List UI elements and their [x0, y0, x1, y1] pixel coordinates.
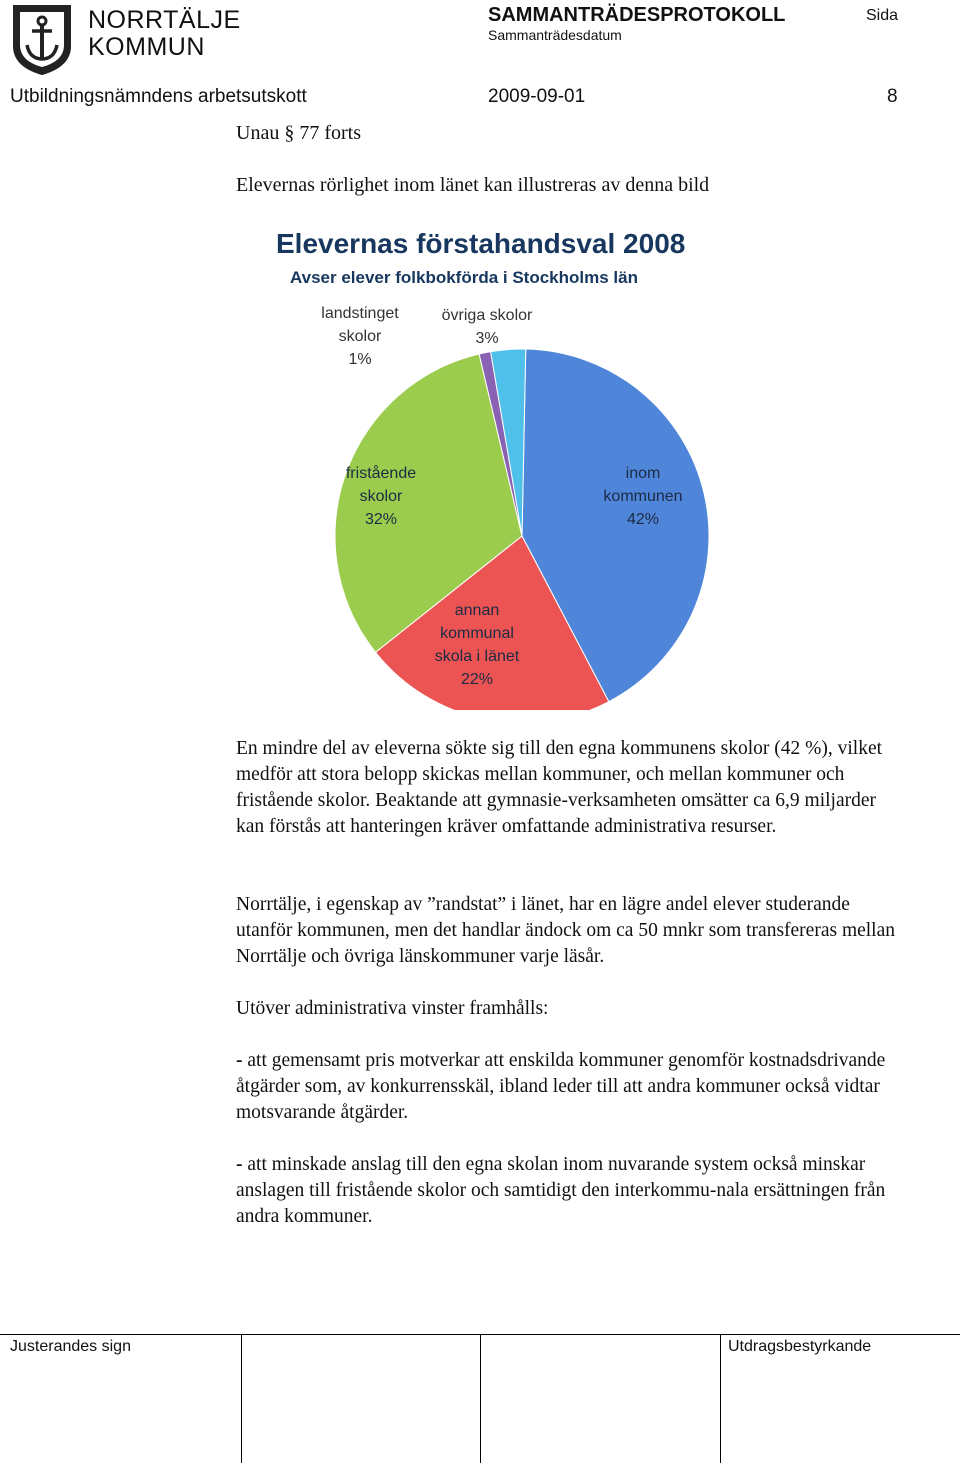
document-type: SAMMANTRÄDESPROTOKOLL [488, 4, 786, 26]
utdragsbestyrkande-label: Utdragsbestyrkande [728, 1338, 872, 1355]
paragraph-2: Norrtälje, i egenskap av ”randstat” i länet, har en lägre andel elever studerande utanför kommunen, men det handlar ändock om ca 50 mnkr som transfereras mellan Norrtälje och övriga länskommuner varje läsår. [236, 894, 896, 967]
section-heading: Unau § 77 forts [236, 122, 361, 144]
slice-percent-label: 22% [460, 671, 494, 688]
slice-name-label: skolor [359, 488, 403, 505]
meeting-date: 2009-09-01 [488, 86, 586, 107]
slice-name-label: landstinget [321, 305, 399, 322]
slice-name-label: inom [625, 465, 661, 482]
chart-subtitle: Avser elever folkbokförda i Stockholms län [290, 268, 638, 287]
bullet-paragraph-2 [236, 1152, 896, 1230]
page-label: Sida [866, 7, 899, 24]
slice-percent-label: 3% [475, 330, 499, 347]
slice-name-label: kommunen [603, 488, 683, 505]
intro-text: Elevernas rörlighet inom länet kan illustreras av denna bild [236, 174, 710, 196]
date-label: Sammanträdesdatum [488, 27, 622, 43]
slice-name-label: skola i länet [434, 648, 520, 665]
slice-name-label: fristående [345, 465, 417, 482]
bullet-dash: - [236, 1050, 243, 1071]
slice-label-landstinget-skolor [321, 305, 399, 368]
slice-percent-label: 42% [626, 511, 660, 528]
coat-of-arms-anchor-icon [10, 2, 74, 76]
chart-title: Elevernas förstahandsval 2008 [276, 228, 686, 259]
bullet-paragraph-1 [236, 1048, 896, 1126]
footer-divider [720, 1335, 721, 1463]
paragraph-3: Utöver administrativa vinster framhålls: [236, 998, 549, 1019]
slice-percent-label: 1% [348, 351, 372, 368]
org-name-line1: NORRTÄLJE [88, 6, 241, 34]
bullet-dash: - [236, 1154, 243, 1175]
org-name-line2: KOMMUN [88, 33, 205, 61]
bullet-text: att minskade anslag till den egna skolan inom nuvarande system också minskar anslagen till fristående skolor och samtidigt den interkommu-nala ersättningen från andra kommuner. [236, 1154, 886, 1227]
justerandes-sign-label: Justerandes sign [10, 1338, 131, 1355]
footer-divider [241, 1335, 242, 1463]
pie-chart [260, 220, 760, 710]
bullet-text: att gemensamt pris motverkar att enskilda kommuner genomför kostnadsdrivande åtgärder som, av konkurrensskäl, ibland leder till att andra kommuner också vidtar motsvarande åtgärder. [236, 1050, 886, 1123]
slice-name-label: kommunal [440, 625, 514, 642]
paragraph-1: En mindre del av eleverna sökte sig till den egna kommunens skolor (42 %), vilket medför att stora belopp skickas mellan kommuner, och mellan kommuner och fristående skolor. Beaktande att gymnasie-verksamheten omsätter ca 6,9 miljarder kan förstås att hanteringen kräver omfattande administrativa resurser. [236, 738, 883, 837]
page-number: 8 [887, 86, 898, 107]
slice-name-label: övriga skolor [441, 307, 533, 324]
slice-name-label: annan [454, 602, 500, 619]
footer-divider [480, 1335, 481, 1463]
slice-percent-label: 32% [364, 511, 398, 528]
committee-name: Utbildningsnämndens arbetsutskott [10, 86, 307, 107]
slice-name-label: skolor [338, 328, 382, 345]
slice-label-ovriga-skolor [442, 307, 533, 347]
